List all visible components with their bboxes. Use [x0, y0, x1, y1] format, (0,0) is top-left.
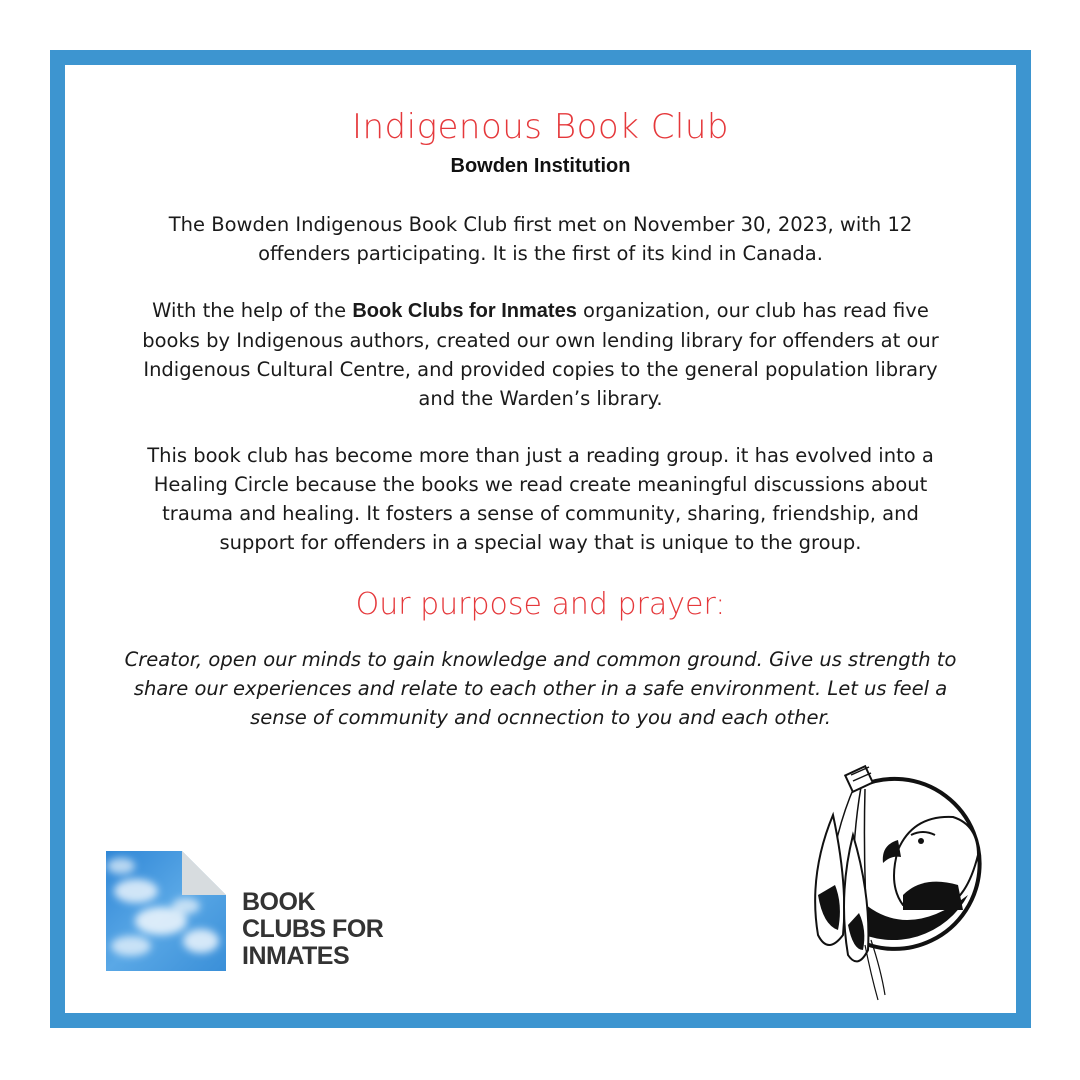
eagle-feather-circle-icon [793, 745, 993, 1005]
poster-frame [50, 50, 1031, 1028]
page-title: Indigenous Book Club [351, 107, 730, 147]
organization-name: Book Clubs for Inmates [352, 300, 577, 322]
healing-line-4: support for offenders in a special way that is unique to the group. [219, 531, 862, 554]
intro-paragraph [105, 210, 976, 268]
purpose-heading: Our purpose and prayer: [355, 587, 726, 622]
healing-line-1: This book club has become more than just a reading group. it has evolved into a [147, 444, 934, 467]
intro-line-2: offenders participating. It is the first of its kind in Canada. [258, 242, 823, 265]
healing-paragraph [105, 441, 976, 557]
help-line-1-pre: With the help of the [152, 299, 353, 322]
sky-clouds-square-icon [106, 851, 226, 971]
logo-line-1: BOOK [242, 888, 315, 916]
prayer-line-2: share our experiences and relate to each other in a safe environment. Let us feel a [133, 677, 948, 700]
healing-line-2: Healing Circle because the books we read create meaningful discussions about [153, 473, 928, 496]
help-line-1-post: organization, our club has read five [576, 299, 929, 322]
book-clubs-logo [106, 851, 406, 981]
help-line-2: books by Indigenous authors, created our own lending library for offenders at our [142, 329, 939, 352]
help-line-3: Indigenous Cultural Centre, and provided copies to the general population library [143, 358, 938, 381]
logo-line-2: CLUBS FOR [242, 915, 384, 943]
prayer-line-1: Creator, open our minds to gain knowledge and common ground. Give us strength to [124, 648, 957, 671]
help-paragraph [105, 296, 976, 413]
page-subtitle: Bowden Institution [450, 155, 631, 177]
logo-wordmark [242, 889, 383, 970]
healing-line-3: trauma and healing. It fosters a sense of community, sharing, friendship, and [162, 502, 919, 525]
intro-line-1: The Bowden Indigenous Book Club first met on November 30, 2023, with 12 [168, 213, 913, 236]
prayer-text [95, 645, 986, 732]
logo-line-3: INMATES [242, 942, 350, 970]
help-line-4: and the Warden’s library. [418, 387, 663, 410]
prayer-line-3: sense of community and ocnnection to you and each other. [250, 706, 831, 729]
